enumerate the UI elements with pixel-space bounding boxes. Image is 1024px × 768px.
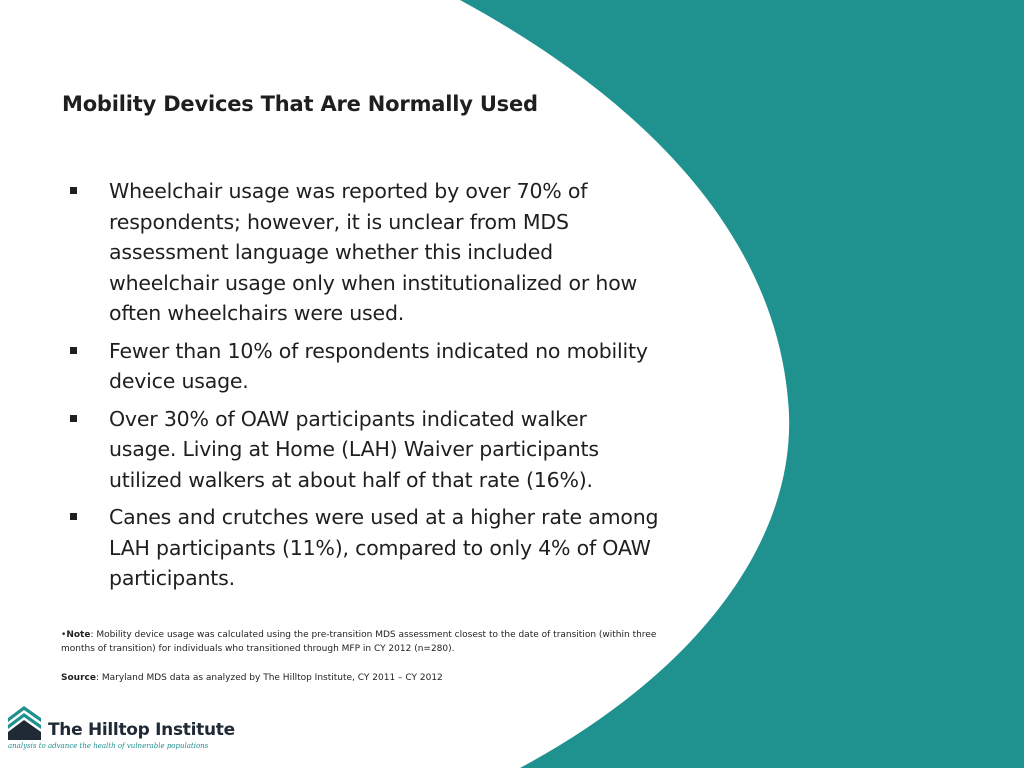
slide-title: Mobility Devices That Are Normally Used: [62, 92, 538, 116]
square-bullet-icon: [70, 513, 77, 520]
square-bullet-icon: [70, 415, 77, 422]
bullet-list: [70, 176, 660, 601]
footnote-note: [61, 628, 691, 656]
bullet-item: [70, 176, 660, 329]
bullet-text: Canes and crutches were used at a higher rate among LAH participants (11%), compared to only 4% of OAW participants.: [109, 505, 659, 590]
bullet-text: Wheelchair usage was reported by over 70% of respondents; however, it is unclear from MDS assessment language whether this included wheelchair usage only when institutionalized or how often wheelchairs were used.: [109, 179, 638, 325]
note-text: : Mobility device usage was calculated using the pre-transition MDS assessment closest to the date of transition (within three months of transition) for individuals who transitioned through MFP in CY 2012 (n=280).: [61, 630, 657, 654]
footnote-source: [61, 671, 443, 685]
bullet-item: [70, 502, 660, 594]
source-label: Source: [61, 673, 96, 683]
bullet-item: [70, 336, 660, 397]
bullet-text: Fewer than 10% of respondents indicated no mobility device usage.: [109, 338, 648, 393]
square-bullet-icon: [70, 187, 77, 194]
source-text: : Maryland MDS data as analyzed by The Hilltop Institute, CY 2011 – CY 2012: [95, 673, 443, 683]
note-prefix: •: [61, 630, 67, 640]
note-label: Note: [66, 630, 91, 640]
hilltop-logo: [8, 704, 238, 756]
square-bullet-icon: [70, 347, 77, 354]
logo-tagline: analysis to advance the health of vulnerable populations: [8, 742, 209, 750]
logo-name: The Hilltop Institute: [48, 720, 235, 740]
hilltop-logo-icon: [8, 704, 41, 740]
bullet-item: [70, 404, 660, 496]
bullet-text: Over 30% of OAW participants indicated walker usage. Living at Home (LAH) Waiver participants utilized walkers at about half of that rate (16%).: [109, 406, 599, 492]
